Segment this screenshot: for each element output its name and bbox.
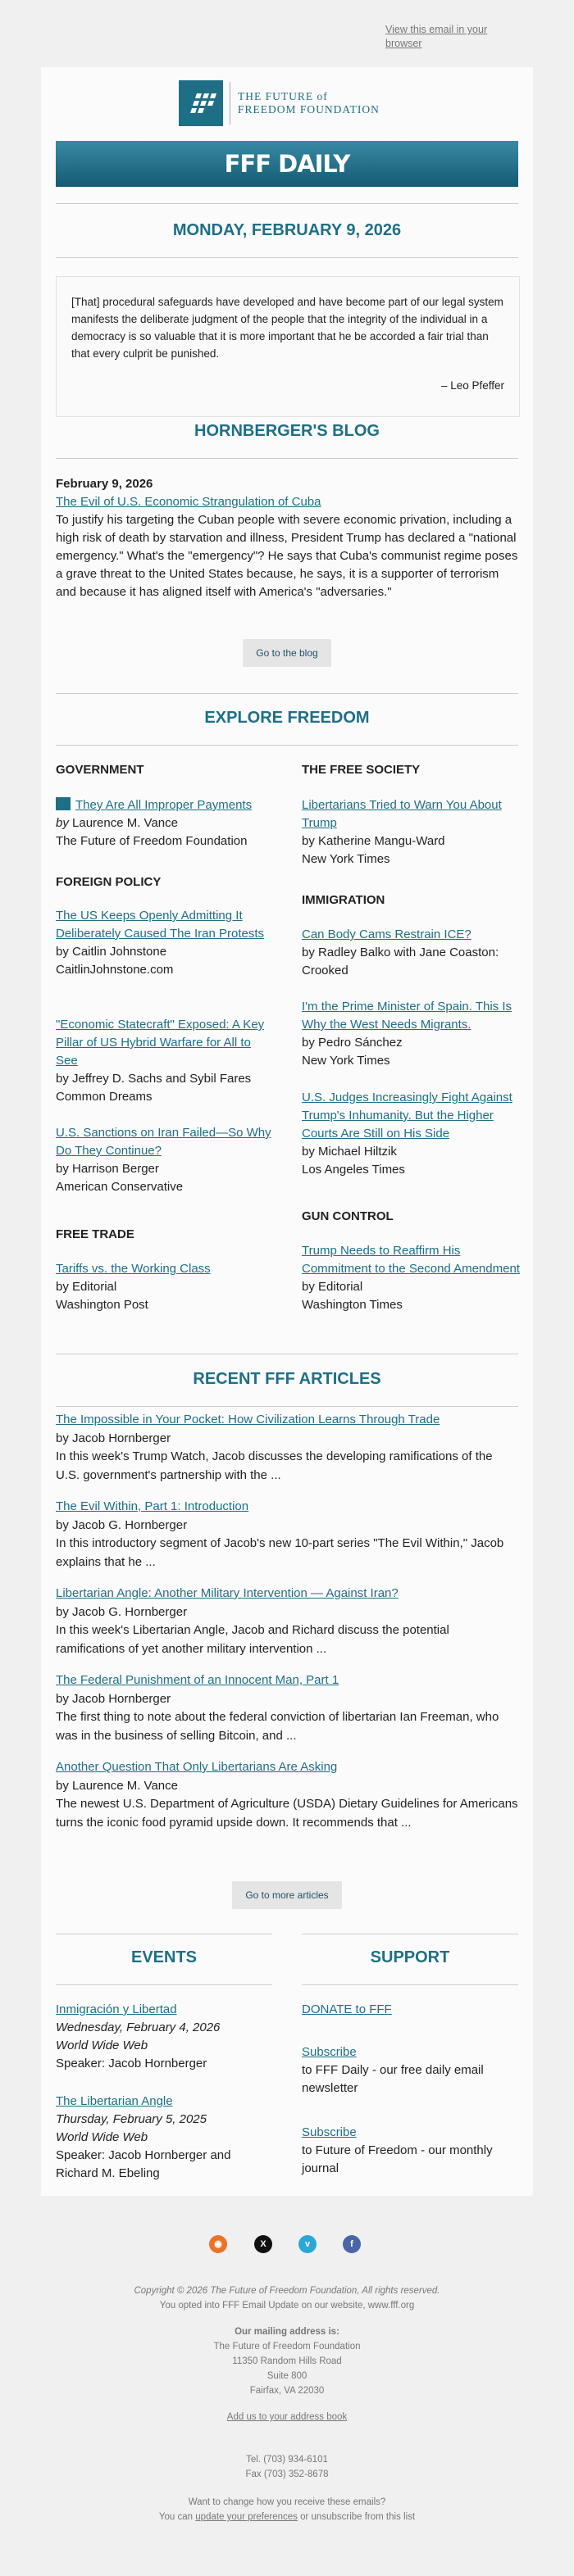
immigration-author-2: by Pedro Sánchez: [302, 1036, 403, 1050]
free-trade-heading: FREE TRADE: [56, 1227, 134, 1241]
recent-article-1: [56, 1411, 518, 1485]
immigration-item-2: [302, 998, 520, 1070]
immigration-link-1[interactable]: Can Body Cams Restrain ICE?: [302, 927, 472, 941]
quote-text: [That] procedural safeguards have developed and have become part of our legal system manifests the deliberate judgment of the people that the integrity of the individual in a democracy is so valuable that it is more important that he be accorded a fair trial than that every culprit be punished.: [71, 296, 503, 360]
recent-article-4: [56, 1671, 518, 1745]
free-society-link[interactable]: Libertarians Tried to Warn You About Trump: [302, 798, 502, 830]
government-item: [56, 796, 274, 850]
recent-article-excerpt-2: In this introductory segment of Jacob's new 10-part series "The Evil Within," Jacob explains that he ...: [56, 1536, 504, 1569]
subscribe-journal-text: to Future of Freedom - our monthly journal: [302, 2143, 493, 2175]
immigration-item-1: [302, 926, 520, 980]
foreign-policy-link-1[interactable]: The US Keeps Openly Admitting It Deliberately Caused The Iran Protests: [56, 909, 265, 941]
immigration-item-3: [302, 1089, 520, 1179]
divider: [56, 693, 518, 694]
support-heading: SUPPORT: [370, 1948, 450, 1966]
recent-article-author-1: by Jacob Hornberger: [56, 1431, 171, 1445]
free-trade-link[interactable]: Tariffs vs. the Working Class: [56, 1262, 211, 1276]
address-book-link[interactable]: Add us to your address book: [226, 2412, 348, 2422]
recent-article-excerpt-3: In this week's Libertarian Angle, Jacob and Richard discuss the potential ramifications of yet another military intervention ...: [56, 1623, 449, 1656]
address-line-1: The Future of Freedom Foundation: [213, 2342, 361, 2352]
government-heading: GOVERNMENT: [56, 763, 144, 777]
event-link-2[interactable]: The Libertarian Angle: [56, 2094, 173, 2108]
telephone: Tel. (703) 934-6101: [246, 2455, 328, 2465]
recent-article-excerpt-4: The first thing to note about the federal conviction of libertarian Ian Freeman, who was in the business of selling Bitcoin, and ...: [56, 1710, 499, 1743]
support-subscribe-2: [302, 2124, 520, 2178]
foreign-policy-item-1: [56, 907, 274, 979]
free-trade-item: [56, 1260, 274, 1314]
divider: [56, 745, 518, 746]
donate-link[interactable]: DONATE to FFF: [302, 2002, 392, 2016]
recent-article-author-5: by Laurence M. Vance: [56, 1778, 178, 1793]
fff-daily-banner: FFF DAILY: [56, 141, 518, 187]
address-line-3: Suite 800: [266, 2371, 308, 2381]
gun-control-source: Washington Times: [302, 1298, 403, 1312]
prefs-pre: You can: [158, 2512, 196, 2522]
recent-article-link-4[interactable]: The Federal Punishment of an Innocent Man, Part 1: [56, 1673, 339, 1687]
fff-article-icon: [56, 797, 71, 810]
event-date-2: Thursday, February 5, 2025: [56, 2112, 207, 2126]
free-society-heading: THE FREE SOCIETY: [302, 763, 421, 777]
subscribe-daily-link[interactable]: Subscribe: [302, 2045, 357, 2059]
support-subscribe-1: [302, 2043, 520, 2098]
foreign-policy-item-2: [56, 1016, 274, 1106]
event-speaker-1: Speaker: Jacob Hornberger: [56, 2057, 207, 2070]
gun-control-author: by Editorial: [302, 1280, 363, 1294]
free-trade-source: Washington Post: [56, 1298, 148, 1312]
copyright: Copyright © 2026 The Future of Freedom Foundation, All rights reserved.: [134, 2286, 440, 2296]
go-to-blog-button[interactable]: Go to the blog: [243, 639, 331, 667]
subscribe-journal-link[interactable]: Subscribe: [302, 2125, 357, 2139]
view-in-browser-link[interactable]: View this email in your browser: [385, 24, 488, 49]
immigration-link-2[interactable]: I'm the Prime Minister of Spain. This Is Why the West Needs Migrants.: [302, 1000, 512, 1032]
newsletter-date: MONDAY, FEBRUARY 9, 2026: [172, 221, 402, 239]
immigration-source-2: New York Times: [302, 1054, 390, 1068]
divider: [56, 257, 518, 258]
foreign-policy-link-3[interactable]: U.S. Sanctions on Iran Failed—So Why Do They Continue?: [56, 1126, 271, 1158]
recent-article-author-3: by Jacob G. Hornberger: [56, 1604, 188, 1619]
logo-name: [238, 90, 380, 116]
recent-articles-heading: RECENT FFF ARTICLES: [193, 1370, 381, 1388]
facebook-icon[interactable]: f: [343, 2235, 361, 2253]
divider: [56, 1406, 518, 1407]
foreign-policy-link-2[interactable]: "Economic Statecraft" Exposed: A Key Pillar of US Hybrid Warfare for All to See: [56, 1018, 265, 1068]
recent-article-link-1[interactable]: The Impossible in Your Pocket: How Civilization Learns Through Trade: [56, 1413, 440, 1426]
recent-article-link-5[interactable]: Another Question That Only Libertarians Are Asking: [56, 1760, 338, 1774]
gun-control-heading: GUN CONTROL: [302, 1209, 394, 1223]
divider: [56, 458, 518, 459]
foreign-policy-author-2: by Jeffrey D. Sachs and Sybil Fares: [56, 1072, 252, 1086]
quote-author: – Leo Pfeffer: [440, 379, 504, 392]
government-article-link[interactable]: They Are All Improper Payments: [75, 798, 253, 812]
immigration-author-3: by Michael Hiltzik: [302, 1145, 397, 1159]
blog-heading: HORNBERGER'S BLOG: [194, 422, 380, 440]
free-society-source: New York Times: [302, 852, 390, 866]
free-society-item: [302, 796, 520, 868]
vimeo-icon[interactable]: v: [298, 2235, 317, 2253]
event-speaker-2: Speaker: Jacob Hornberger and Richard M. Ebeling: [56, 2148, 231, 2180]
explore-heading: EXPLORE FREEDOM: [204, 709, 370, 727]
fff-logo-mark-icon: [179, 80, 223, 126]
divider: [56, 1984, 272, 1985]
address-book-row: [0, 2410, 574, 2424]
mailing-address-heading: Our mailing address is:: [235, 2327, 339, 2337]
recent-article-2: [56, 1498, 518, 1571]
top-bar: [0, 0, 574, 67]
support-donate: [302, 2001, 520, 2019]
fff-logo[interactable]: [179, 80, 400, 129]
recent-article-excerpt-5: The newest U.S. Department of Agriculture (USDA) Dietary Guidelines for Americans turns the iconic food pyramid upside down. It recommends that ...: [56, 1797, 518, 1830]
divider: [56, 203, 518, 204]
prefs-post: or unsubscribe from this list: [297, 2512, 416, 2522]
events-heading: EVENTS: [130, 1948, 198, 1966]
free-society-author: by Katherine Mangu-Ward: [302, 834, 445, 848]
subscribe-daily-text: to FFF Daily - our free daily email newsletter: [302, 2063, 484, 2095]
foreign-policy-author-3: by Harrison Berger: [56, 1162, 159, 1176]
immigration-link-3[interactable]: U.S. Judges Increasingly Fight Against Trump's Inhumanity. But the Higher Courts Are Still on His Side: [302, 1091, 512, 1141]
blog-date: February 9, 2026: [56, 477, 153, 491]
free-trade-author: by Editorial: [56, 1280, 117, 1294]
government-source: The Future of Freedom Foundation: [56, 834, 248, 848]
event-place-2: World Wide Web: [56, 2130, 148, 2144]
foreign-policy-source-2: Common Dreams: [56, 1090, 153, 1104]
address-line-4: Fairfax, VA 22030: [249, 2386, 325, 2396]
recent-article-3: [56, 1585, 518, 1658]
rss-icon[interactable]: ◉: [209, 2235, 227, 2253]
email-card: [41, 67, 533, 2196]
x-icon[interactable]: X: [254, 2235, 272, 2253]
more-articles-button[interactable]: Go to more articles: [232, 1881, 342, 1909]
event-link-1[interactable]: Inmigración y Libertad: [56, 2002, 177, 2016]
byline-by: by: [56, 816, 69, 830]
immigration-heading: IMMIGRATION: [302, 893, 385, 907]
divider: [302, 1984, 518, 1985]
gun-control-item: [302, 1242, 520, 1314]
recent-article-excerpt-1: In this week's Trump Watch, Jacob discusses the developing ramifications of the U.S. government's partnership with the ...: [56, 1449, 493, 1482]
foreign-policy-source-3: American Conservative: [56, 1180, 184, 1194]
logo-name-line2: FREEDOM FOUNDATION: [238, 103, 380, 116]
optin-text: You opted into FFF Email Update on our website, www.fff.org: [159, 2301, 415, 2311]
address-line-2: 11350 Random Hills Road: [232, 2356, 342, 2366]
foreign-policy-heading: FOREIGN POLICY: [56, 875, 162, 889]
blog-excerpt: To justify his targeting the Cuban people with severe economic privation, including a high risk of death by starvation and illness, President Trump has declared a "national emergency." What's the "emergency"? He says that Cuba's communist regime poses a grave threat to the United States because, he says, it is a supporter of terrorism and because it has aligned itself with America's "adversaries.": [56, 513, 518, 599]
recent-article-link-2[interactable]: The Evil Within, Part 1: Introduction: [56, 1499, 249, 1513]
blog-post-link[interactable]: The Evil of U.S. Economic Strangulation of Cuba: [56, 495, 321, 509]
recent-article-link-3[interactable]: Libertarian Angle: Another Military Intervention — Against Iran?: [56, 1586, 399, 1600]
foreign-policy-author-1: by Caitlin Johnstone: [56, 945, 167, 959]
gun-control-link[interactable]: Trump Needs to Reaffirm His Commitment to the Second Amendment: [302, 1244, 520, 1276]
foreign-policy-item-3: [56, 1124, 274, 1196]
preferences-row: [0, 2510, 574, 2524]
recent-article-author-4: by Jacob Hornberger: [56, 1691, 171, 1706]
blog-section: [56, 475, 518, 601]
government-author: Laurence M. Vance: [72, 816, 178, 830]
event-place-1: World Wide Web: [56, 2039, 148, 2052]
immigration-source-3: Los Angeles Times: [302, 1163, 405, 1177]
change-prefs-text: Want to change how you receive these emails?: [188, 2497, 386, 2507]
update-preferences-link[interactable]: update your preferences: [195, 2512, 298, 2522]
foreign-policy-source-1: CaitlinJohnstone.com: [56, 963, 174, 977]
fax: Fax (703) 352-8678: [245, 2469, 329, 2479]
event-1: [56, 2001, 274, 2073]
logo-name-line1: THE FUTURE of: [238, 90, 328, 102]
recent-article-5: [56, 1758, 518, 1832]
immigration-author-1: by Radley Balko with Jane Coaston: Crooked: [302, 946, 499, 977]
event-2: [56, 2093, 274, 2183]
event-date-1: Wednesday, February 4, 2026: [56, 2020, 221, 2034]
recent-article-author-2: by Jacob G. Hornberger: [56, 1517, 188, 1532]
quote-box: [56, 276, 520, 417]
